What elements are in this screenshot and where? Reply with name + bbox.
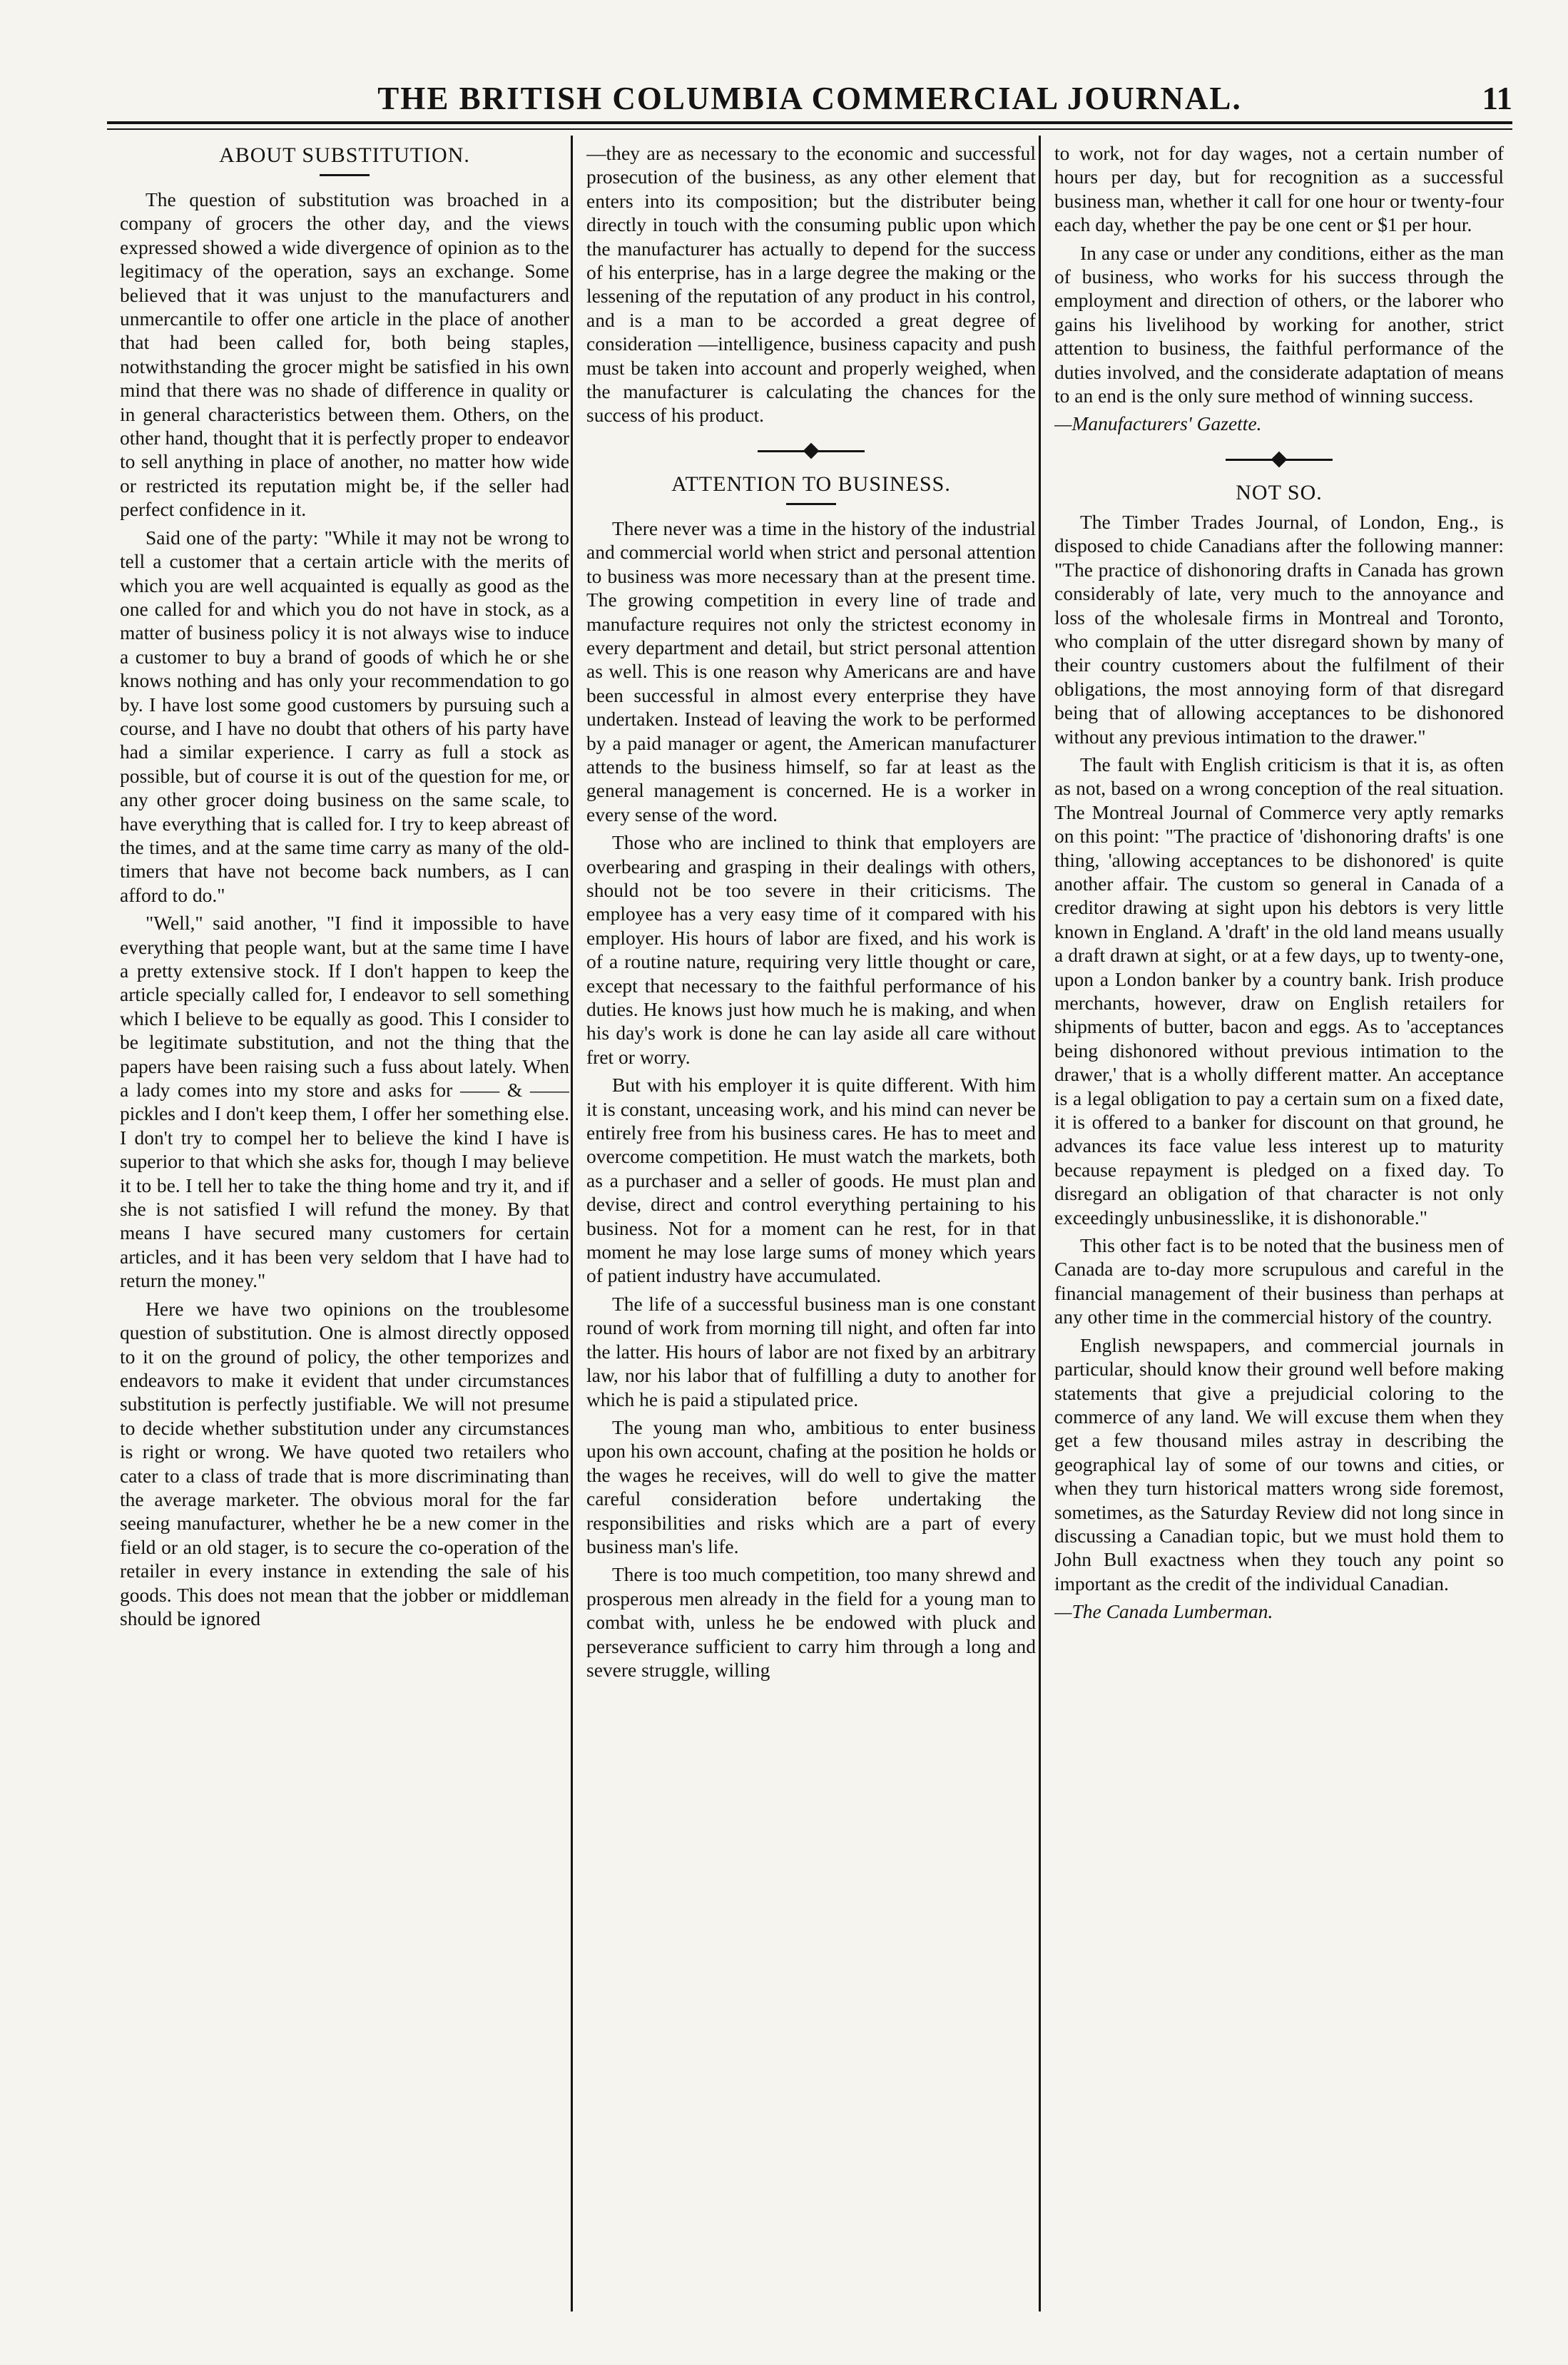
section-divider — [758, 442, 865, 460]
article-paragraph: This other fact is to be noted that the business men of Canada are to-day more scrupulous and careful in the financial management of their business than perhaps at any other time in the commercial history of the country. — [1054, 1234, 1504, 1328]
article-paragraph: Those who are inclined to think that employers are overbearing and grasping in their dealings with others, should not be too severe in their criticisms. The employee has a very easy time of it compared with his employer. His hours of labor are fixed, and his work is of a routine nature, requiring very little thought or care, except that necessary to the faithful performance of his duties. He knows just how much he is making, and when his day's work is done he can lay aside all care without fret or worry. — [586, 831, 1036, 1068]
article-heading: ATTENTION TO BUSINESS. — [671, 472, 951, 496]
article-paragraph: The question of substitution was broached in a company of grocers the other day, and the views expressed showed a wide divergence of opinion as to the legitimacy of the operation, says an exchange. Some believed that it was unjust to the manufacturers and unmercantile to offer one article in the place of another that had been called for, both being staples, notwithstanding the grocer might be satisfied in his own mind that there was no shade of difference in quality or in general characteristics between them. Others, on the other hand, thought that it is perfectly proper to endeavor to sell anything in place of another, no matter how wide or restricted its reputation might be, if the seller had perfect confidence in it. — [120, 188, 569, 521]
article-paragraph: The Timber Trades Journal, of London, Eng., is disposed to chide Canadians after the following manner: "The practice of dishonoring drafts in Canada has grown considerably of late, very much to the annoyance and loss of the wholesale firms in Montreal and Toronto, who complain of the utter disregard shown by many of their country customers about the fulfilment of their obligations, the most annoying form of that disregard being that of allowing acceptances to be dishonored without any previous intimation to the drawer." — [1054, 510, 1504, 748]
article-paragraph: —they are as necessary to the economic and successful prosecution of the business, as any other element that enters into its composition; but the distributer being directly in touch with the consuming public upon which the manufacturer has actually to depend for the success of his enterprise, has in a large degree the making or the lessening of the reputation of any product in his control, and is a man to be accorded a great degree of consideration —intelligence, business capacity and push must be taken into account and properly weighed, when the manufacturer is calculating the chances for the success of his product. — [586, 142, 1036, 427]
article-heading: NOT SO. — [1236, 480, 1323, 504]
column-divider — [1039, 136, 1041, 2311]
article-paragraph: "Well," said another, "I find it impossible to have everything that people want, but at the same time I have a pretty extensive stock. If I don't happen to keep the article specially called for, I endeavor to sell something which I believe to be equally as good. This I consider to be legitimate substitution, and not the thing that the papers have been raising such a fuss about lately. When a lady comes into my store and asks for —— & —— pickles and I don't keep them, I offer her something else. I don't try to compel her to believe the kind I have is superior to that which she asks for, though I may believe it to be. I tell her to take the thing home and try it, and if she is not satisfied I will refund the money. By that means I have secured many customers for certain articles, and it has been very seldom that I have had to return the money." — [120, 912, 569, 1292]
header-rule-thick — [107, 121, 1512, 124]
article-paragraph: There is too much competition, too many shrewd and prosperous men already in the field for a young man to combat with, unless he be endowed with pluck and perseverance sufficient to carry him through a long and severe struggle, willing — [586, 1563, 1036, 1681]
article-source: —Manufacturers' Gazette. — [1054, 412, 1262, 435]
article-paragraph: The life of a successful business man is one constant round of work from morning till night, and often far into the latter. His hours of labor are not fixed by an arbitrary law, nor his labor that of fulfilling a duty to another for which he is paid a stipulated price. — [586, 1292, 1036, 1410]
article-paragraph: There never was a time in the history of the industrial and commercial world when strict and personal attention to business was more necessary than at the present time. The growing competition in every line of trade and manufacture requires not only the strictest economy in every department and detail, but strict personal attention as well. This is one reason why Americans are and have been successful in almost every enterprise they have undertaken. Instead of leaving the work to be performed by a paid manager or agent, the American manufacturer attends to the business himself, so far at least as the general management is concerned. He is a worker in every sense of the word. — [586, 517, 1036, 825]
section-divider — [1226, 450, 1333, 469]
article-heading: ABOUT SUBSTITUTION. — [219, 143, 470, 167]
column-3 — [1054, 141, 1504, 2310]
column-divider — [571, 136, 573, 2311]
heading-rule — [786, 503, 836, 505]
article-paragraph: Said one of the party: "While it may not be wrong to tell a customer that a certain article with the merits of which you are well acquainted is equally as good as the one called for and which you do not have in stock, as a matter of business policy it is not always wise to induce a customer to buy a brand of goods of which he or she knows nothing and has only your recommendation to go by. I have lost some good customers by pursuing such a course, and I have no doubt that others of his party have had a similar experience. I carry as full a stock as possible, but of course it is out of the question for me, or any other grocer doing business on the same scale, to have everything that is called for. I try to keep abreast of the times, and at the same time carry as many of the old-timers that have not become back numbers, as I can afford to do." — [120, 526, 569, 906]
journal-title: THE BRITISH COLUMBIA COMMERCIAL JOURNAL. — [377, 81, 1242, 116]
article-source: —The Canada Lumberman. — [1054, 1600, 1273, 1623]
article-paragraph: Here we have two opinions on the troublesome question of substitution. One is almost directly opposed to it on the ground of policy, the other temporizes and endeavors to make it evident that under circumstances substitution is perfectly justifiable. We will not presume to decide whether substitution under any circumstances is right or wrong. We have quoted two retailers who cater to a class of trade that is more discriminating than the average marketer. The obvious moral for the far seeing manufacturer, whether he be a new comer in the field or an old stager, is to secure the co-operation of the retailer in every instance in extending the sale of his goods. This does not mean that the jobber or middleman should be ignored — [120, 1297, 569, 1629]
article-paragraph: In any case or under any conditions, either as the man of business, who works for his success through the employment and direction of others, or the laborer who gains his livelihood by working for another, strict attention to business, the faithful performance of the duties involved, and the considerate adaptation of means to an end is the only sure method of winning success. — [1054, 241, 1504, 407]
column-2 — [586, 141, 1036, 2310]
article-paragraph: But with his employer it is quite different. With him it is constant, unceasing work, and his mind can never be entirely free from his business cares. He has to meet and overcome competition. He must watch the markets, both as a purchaser and a seller of goods. He must plan and devise, direct and control everything pertaining to his business. Not for a moment can he rest, for in that moment he may lose large sums of money which years of patient industry have accumulated. — [586, 1074, 1036, 1287]
page-number: 11 — [1482, 81, 1512, 116]
article-paragraph: The fault with English criticism is that it is, as often as not, based on a wrong conception of the real situation. The Montreal Journal of Commerce very aptly remarks on this point: "The practice of 'dishonoring drafts' is one thing, 'allowing acceptances to be dishonored' is quite another affair. The custom so general in Canada of a creditor drawing at sight upon his debtors is very little known in England. A 'draft' in the old land means usually a draft drawn at sight, or at a few days, up to twenty-one, upon a London banker by a country bank. Irish produce merchants, however, draw on English retailers for shipments of butter, bacon and eggs. As to 'acceptances being dishonored without previous intimation to the drawer,' that is a wholly different matter. An acceptance is a legal obligation to pay a certain sum on a fixed date, it is offered to a banker for discount on that ground, he advances its face value less interest up to maturity because repayment is pledged on a fixed day. To disregard an obligation of that character is not only exceedingly unbusinesslike, it is dishonorable." — [1054, 753, 1504, 1229]
article-paragraph: English newspapers, and commercial journals in particular, should know their ground well before making statements that give a prejudicial coloring to the commerce of any land. We will excuse them when they get a few thousand miles astray in describing the geographical lay of some of our towns and cities, or when they turn historical matters wrong side foremost, sometimes, as the Saturday Review did not long since in discussing a Canadian topic, but we must hold them to John Bull exactness when they touch any point so important as the credit of the individual Canadian. — [1054, 1333, 1504, 1595]
column-1 — [120, 141, 569, 2310]
article-paragraph: to work, not for day wages, not a certain number of hours per day, but for recognition as a successful business man, whether it call for one hour or twenty-four each day, whether the pay be one cent or $1 per hour. — [1054, 142, 1504, 236]
header-rule-thin — [107, 128, 1512, 130]
article-paragraph: The young man who, ambitious to enter business upon his own account, chafing at the position he holds or the wages he receives, will do well to give the matter careful consideration before undertaking the responsibilities and risks which are a part of every business man's life. — [586, 1415, 1036, 1557]
masthead — [107, 80, 1512, 123]
heading-rule — [320, 174, 370, 176]
